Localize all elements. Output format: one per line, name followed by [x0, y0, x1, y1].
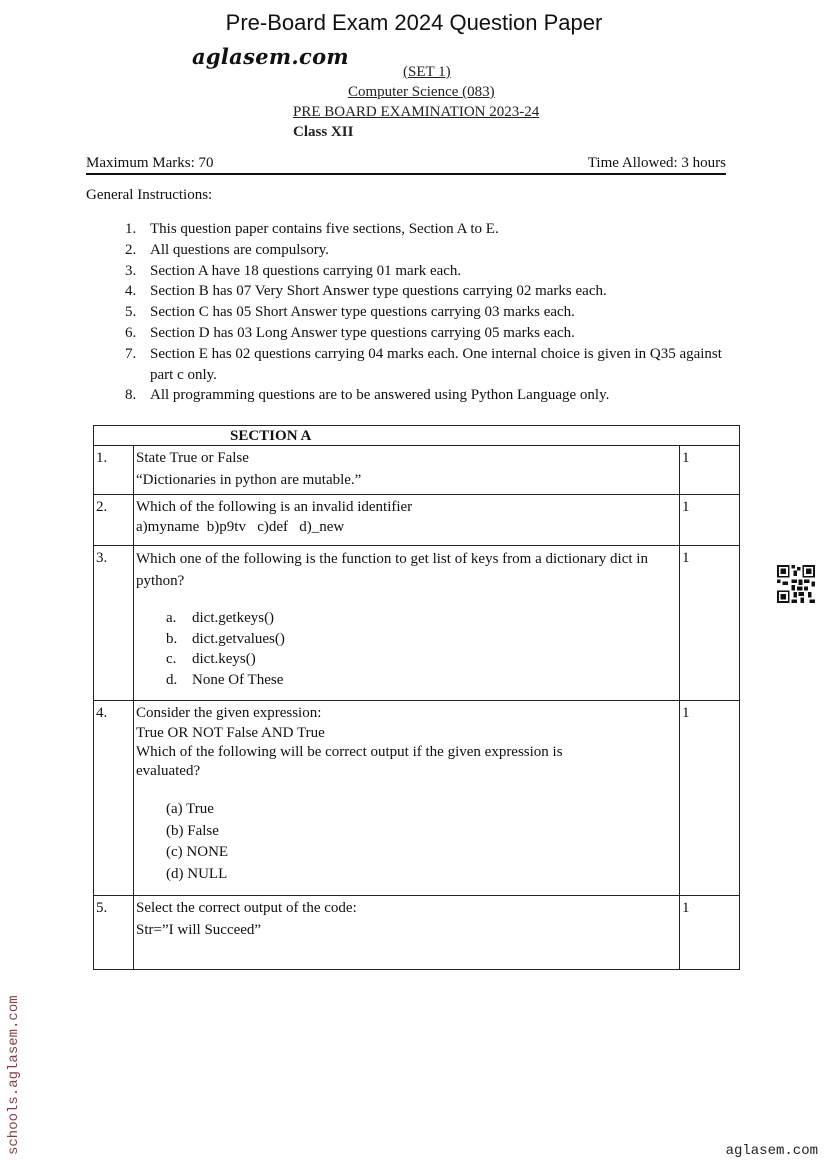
question-marks: 1	[680, 546, 740, 701]
question-number: 5.	[94, 896, 134, 970]
question-number: 4.	[94, 701, 134, 896]
question-marks: 1	[680, 701, 740, 896]
question-body	[134, 495, 680, 546]
question-number: 1.	[94, 446, 134, 495]
instruction-item	[122, 302, 722, 323]
question-row	[94, 446, 740, 495]
instruction-item	[122, 323, 722, 344]
question-row	[94, 546, 740, 701]
question-line: Str=”I will Succeed”	[136, 922, 262, 938]
question-line: Which of the following is an invalid identifier	[136, 499, 413, 515]
footer-watermark: aglasem.com	[725, 1143, 818, 1159]
option-item	[166, 608, 677, 629]
instruction-text: Section A have 18 questions carrying 01 mark each.	[150, 262, 462, 279]
qr-code-icon	[777, 565, 815, 603]
option-text: None Of These	[192, 671, 284, 688]
question-body	[134, 701, 680, 896]
question-line: “Dictionaries in python are mutable.”	[136, 472, 362, 488]
instruction-text: Section E has 02 questions carrying 04 marks each. One internal choice is given in Q35 against part c only.	[150, 345, 722, 383]
question-row	[94, 495, 740, 546]
instruction-item	[122, 385, 722, 406]
instruction-number: 6.	[125, 324, 137, 341]
question-body	[134, 546, 680, 701]
question-number: 3.	[94, 546, 134, 701]
question-line: Which one of the following is the function to get list of keys from a dictionary dict in python?	[136, 551, 648, 589]
instruction-number: 8.	[125, 387, 137, 404]
instruction-text: This question paper contains five sections, Section A to E.	[150, 221, 499, 237]
question-row	[94, 701, 740, 896]
question-line: Select the correct output of the code:	[136, 900, 357, 916]
option-item: (d) NULL	[166, 865, 228, 882]
option-label: d.	[166, 671, 178, 688]
question-body	[134, 446, 680, 495]
instruction-text: Section D has 03 Long Answer type questions carrying 05 marks each.	[150, 324, 575, 341]
max-marks: Maximum Marks: 70	[86, 155, 214, 171]
instruction-text: Section C has 05 Short Answer type questions carrying 03 marks each.	[150, 304, 575, 321]
instructions-heading: General Instructions:	[86, 187, 213, 203]
banner-title: Pre-Board Exam 2024 Question Paper	[225, 10, 603, 35]
instructions-list	[122, 219, 722, 406]
class-label: Class XII	[293, 124, 354, 140]
question-line: True OR NOT False AND True	[136, 725, 325, 741]
instruction-item	[122, 240, 722, 261]
question-body	[134, 896, 680, 970]
exam-title: PRE BOARD EXAMINATION 2023-24	[293, 104, 540, 120]
instruction-text: All programming questions are to be answered using Python Language only.	[150, 387, 610, 404]
section-title: SECTION A	[94, 426, 740, 446]
instruction-number: 7.	[125, 345, 137, 362]
set-label: (SET 1)	[403, 64, 451, 80]
question-marks: 1	[680, 896, 740, 970]
option-item	[166, 649, 677, 670]
option-label: b.	[166, 630, 178, 647]
question-line: State True or False	[136, 450, 249, 466]
instruction-number: 4.	[125, 283, 137, 300]
question-row	[94, 896, 740, 970]
option-label: a.	[166, 610, 177, 626]
subject-label: Computer Science (083)	[348, 84, 495, 100]
instruction-number: 5.	[125, 304, 137, 321]
instruction-text: All questions are compulsory.	[150, 241, 329, 258]
options-list	[166, 799, 677, 885]
option-item: (b) False	[166, 822, 219, 839]
option-item: (c) NONE	[166, 844, 229, 860]
instruction-item	[122, 344, 722, 386]
option-item: (a) True	[166, 801, 214, 817]
instruction-text: Section B has 07 Very Short Answer type questions carrying 02 marks each.	[150, 283, 607, 300]
question-line: Consider the given expression:	[136, 705, 322, 721]
instruction-number: 2.	[125, 241, 137, 258]
time-allowed: Time Allowed: 3 hours	[587, 155, 726, 171]
section-header-row	[94, 426, 740, 446]
option-item	[166, 670, 677, 691]
instruction-item	[122, 281, 722, 302]
option-text: dict.keys()	[192, 651, 256, 667]
question-line: a)myname b)p9tv c)def d)_new	[136, 519, 345, 535]
option-text: dict.getvalues()	[192, 630, 285, 647]
marks-time-row	[86, 155, 726, 175]
question-line: Which of the following will be correct output if the given expression is evaluated?	[136, 744, 563, 779]
option-text: dict.getkeys()	[192, 610, 275, 626]
instruction-item	[122, 219, 722, 240]
instruction-number: 3.	[125, 262, 137, 279]
question-marks: 1	[680, 446, 740, 495]
options-list	[166, 608, 677, 690]
instruction-item	[122, 261, 722, 282]
brand-logo: aglasem.com	[192, 44, 349, 69]
side-watermark: schools.aglasem.com	[6, 995, 22, 1155]
section-a-table	[93, 425, 740, 970]
question-marks: 1	[680, 495, 740, 546]
option-label: c.	[166, 651, 177, 667]
option-item	[166, 629, 677, 650]
question-number: 2.	[94, 495, 134, 546]
instruction-number: 1.	[125, 221, 137, 237]
